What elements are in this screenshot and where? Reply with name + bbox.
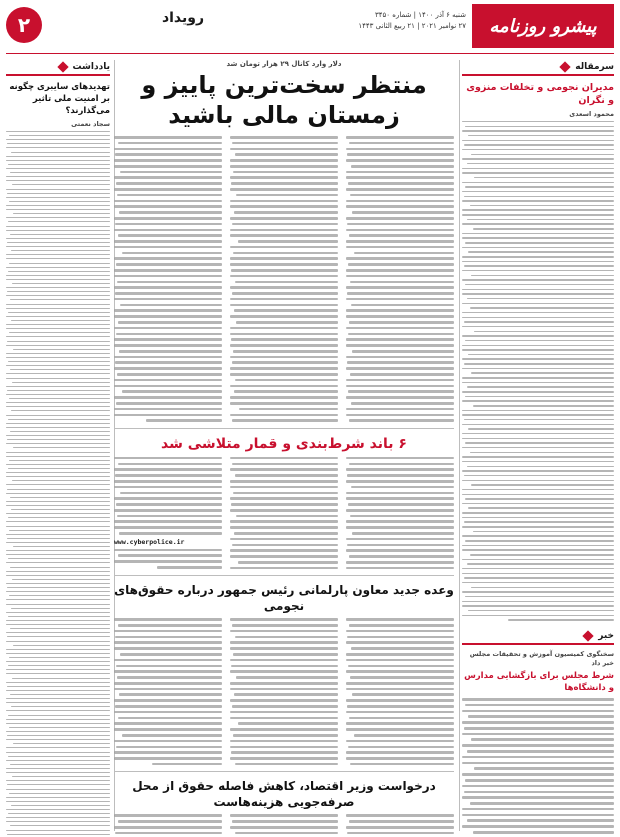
lead-story-column: [346, 136, 454, 422]
story4-column: [114, 814, 222, 837]
note-section-label: یادداشت: [72, 62, 110, 72]
note-title: تهدیدهای سایبری چگونه بر امنیت ملی تاثیر می‌گذارند؟: [9, 82, 110, 116]
section-divider: [114, 575, 454, 576]
lead-story-headline: منتظر سخت‌ترین پاییز و زمستان مالی باشید: [141, 71, 427, 129]
section-divider: [114, 771, 454, 772]
story2-text: [230, 457, 338, 569]
column-divider: [459, 60, 460, 831]
news-section-bar: [462, 629, 614, 645]
editorial-section-label: سرمقاله: [575, 62, 614, 72]
section-divider: [114, 428, 454, 429]
masthead: [6, 4, 614, 54]
story2-headline: ۶ باند شرط‌بندی و قمار متلاشی شد: [161, 435, 407, 452]
issue-date-line-2: ۲۷ نوامبر ۲۰۲۱ | ۲۱ ربیع الثانی ۱۴۴۳: [358, 22, 466, 30]
story2-column: [230, 457, 338, 569]
story4-column: [346, 814, 454, 837]
news-body: [462, 698, 614, 837]
story3-headline: وعده جدید معاون پارلمانی رئیس جمهور درباره حقوق‌های نجومی: [114, 583, 454, 614]
story2-column: [346, 457, 454, 569]
lead-story-column: [230, 136, 338, 422]
story2-text: [114, 457, 222, 535]
lead-story-column: [114, 136, 222, 422]
page-number: ۲: [6, 7, 42, 43]
issue-info: [324, 10, 466, 32]
editorial-author: محمود اسعدی: [569, 110, 614, 118]
story2-column: [114, 457, 222, 569]
newspaper-logo: پیشرو روزنامه: [472, 4, 614, 48]
note-body: [6, 131, 110, 837]
lead-story-supra: دلار وارد کانال ۲۹ هزار تومان شد: [226, 60, 342, 68]
story3-column: [114, 618, 222, 765]
story2-text: [114, 549, 222, 569]
left-column: [6, 60, 110, 831]
right-column: [462, 60, 614, 831]
story4-body: [114, 814, 454, 837]
story3-body: [114, 618, 454, 765]
note-section-bar: [6, 60, 110, 76]
news-section-label: خبر: [598, 631, 614, 641]
page-rubric: رویداد: [161, 10, 205, 26]
story3-column: [230, 618, 338, 765]
editorial-section-bar: [462, 60, 614, 76]
editorial-title: مدیران نجومی و تخلفات منزوی و نگران: [466, 82, 614, 106]
news-title: شرط مجلس برای بازگشایی مدارس و دانشگاه‌ها: [464, 671, 614, 693]
note-author: سجاد نعمتی: [71, 120, 110, 128]
issue-date-line: شنبه ۶ آذر ۱۴۰۰ | شماره ۳۴۵۰: [375, 11, 466, 19]
story2-url: www.cyberpolice.ir: [114, 537, 185, 546]
editorial-body: [462, 121, 614, 621]
story2-text: [346, 457, 454, 569]
news-kicker: سخنگوی کمیسیون آموزش و تحقیقات مجلس خبر داد: [469, 650, 614, 667]
lead-story-body: [114, 136, 454, 422]
story4-headline: درخواست وزیر اقتصاد، کاهش فاصله حقوق از محل صرفه‌جویی هزینه‌هاست: [132, 779, 436, 810]
story4-column: [230, 814, 338, 837]
main-column: [114, 60, 454, 831]
story2-body: [114, 457, 454, 569]
story3-column: [346, 618, 454, 765]
